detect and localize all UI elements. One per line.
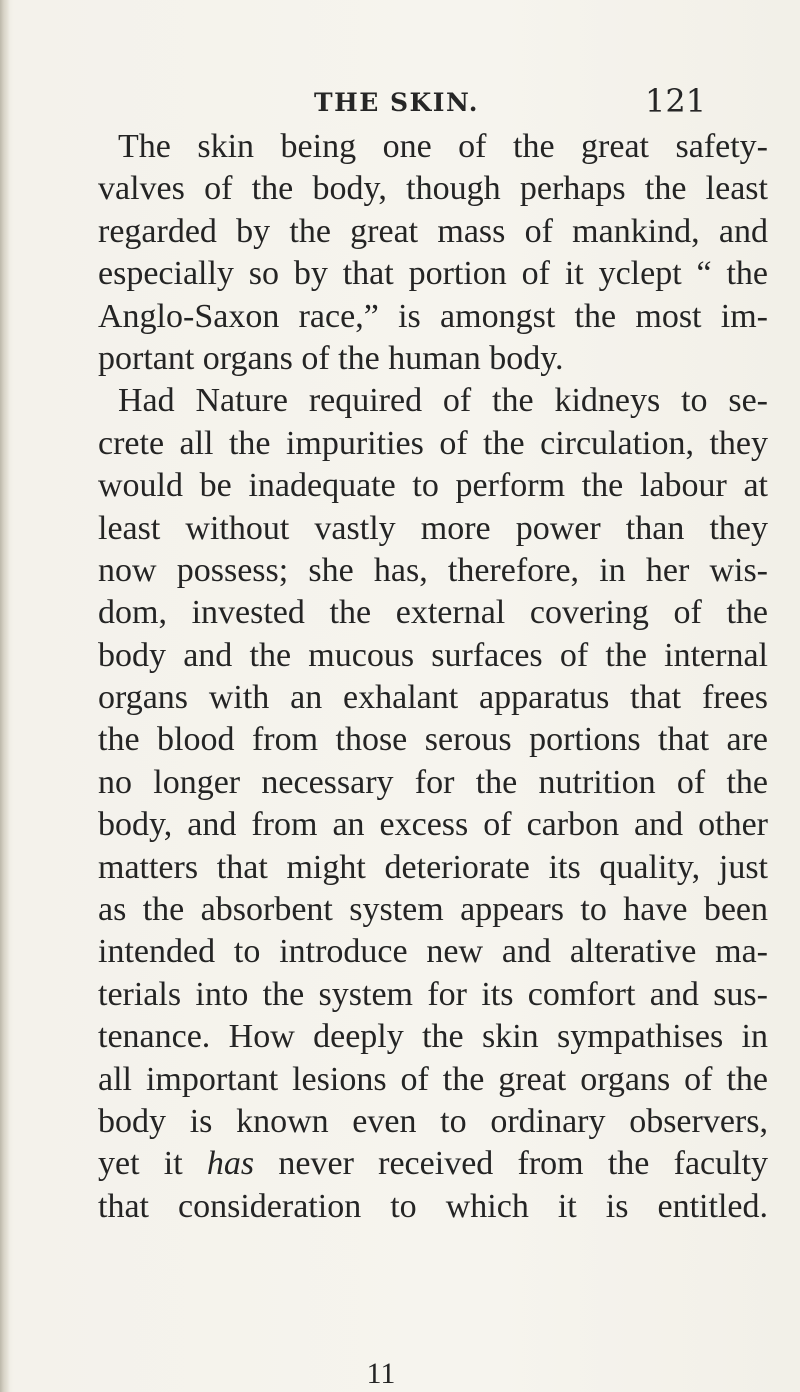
text-line: body is known even to ordinary observers,	[98, 1102, 768, 1140]
text-line: especially so by that portion of it yclept “ the	[98, 255, 768, 293]
text-line: valves of the body, though perhaps the least	[98, 170, 768, 208]
text-line: Had Nature required of the kidneys to se-	[118, 382, 768, 420]
text-line: body and the mucous surfaces of the internal	[98, 636, 768, 674]
text-line: now possess; she has, therefore, in her wis-	[98, 551, 768, 589]
text-line: would be inadequate to perform the labour at	[98, 467, 768, 505]
body-text	[98, 126, 768, 1228]
italic-emphasis: has	[206, 1145, 255, 1183]
text-line: The skin being one of the great safety-	[118, 128, 768, 165]
running-head	[88, 78, 768, 118]
text-line: dom, invested the external covering of the	[98, 594, 768, 632]
text-line: least without vastly more power than they	[98, 509, 768, 547]
page-gutter-shadow	[0, 0, 10, 1392]
text-line: that consideration to which it is entitled.	[98, 1187, 768, 1225]
text-line: the blood from those serous portions that are	[98, 721, 768, 759]
text-line: intended to introduce new and alterative ma-	[98, 933, 768, 971]
text-line: tenance. How deeply the skin sympathises in	[98, 1018, 768, 1056]
signature-number: 11	[366, 1357, 396, 1390]
text-line: Anglo-Saxon race,” is amongst the most im-	[98, 297, 768, 335]
text-line: matters that might deteriorate its quality, just	[98, 848, 768, 886]
text-line-with-italic	[98, 1143, 768, 1185]
text-line: all important lesions of the great organs of the	[98, 1060, 768, 1098]
running-title: THE SKIN.	[314, 88, 479, 117]
text-line: crete all the impurities of the circulation, they	[98, 424, 768, 462]
signature-mark	[0, 1357, 800, 1391]
text-fragment: yet it	[98, 1145, 183, 1183]
text-line: regarded by the great mass of mankind, and	[98, 212, 768, 250]
text-line: terials into the system for its comfort and sus-	[98, 975, 768, 1013]
text-fragment: never received from the faculty	[278, 1145, 768, 1183]
page-number: 121	[645, 82, 707, 120]
text-line: portant organs of the human body.	[98, 339, 564, 377]
text-line: as the absorbent system appears to have been	[98, 891, 768, 929]
text-line: body, and from an excess of carbon and other	[98, 806, 768, 844]
text-line: no longer necessary for the nutrition of the	[98, 763, 768, 801]
text-line: organs with an exhalant apparatus that frees	[98, 679, 768, 717]
